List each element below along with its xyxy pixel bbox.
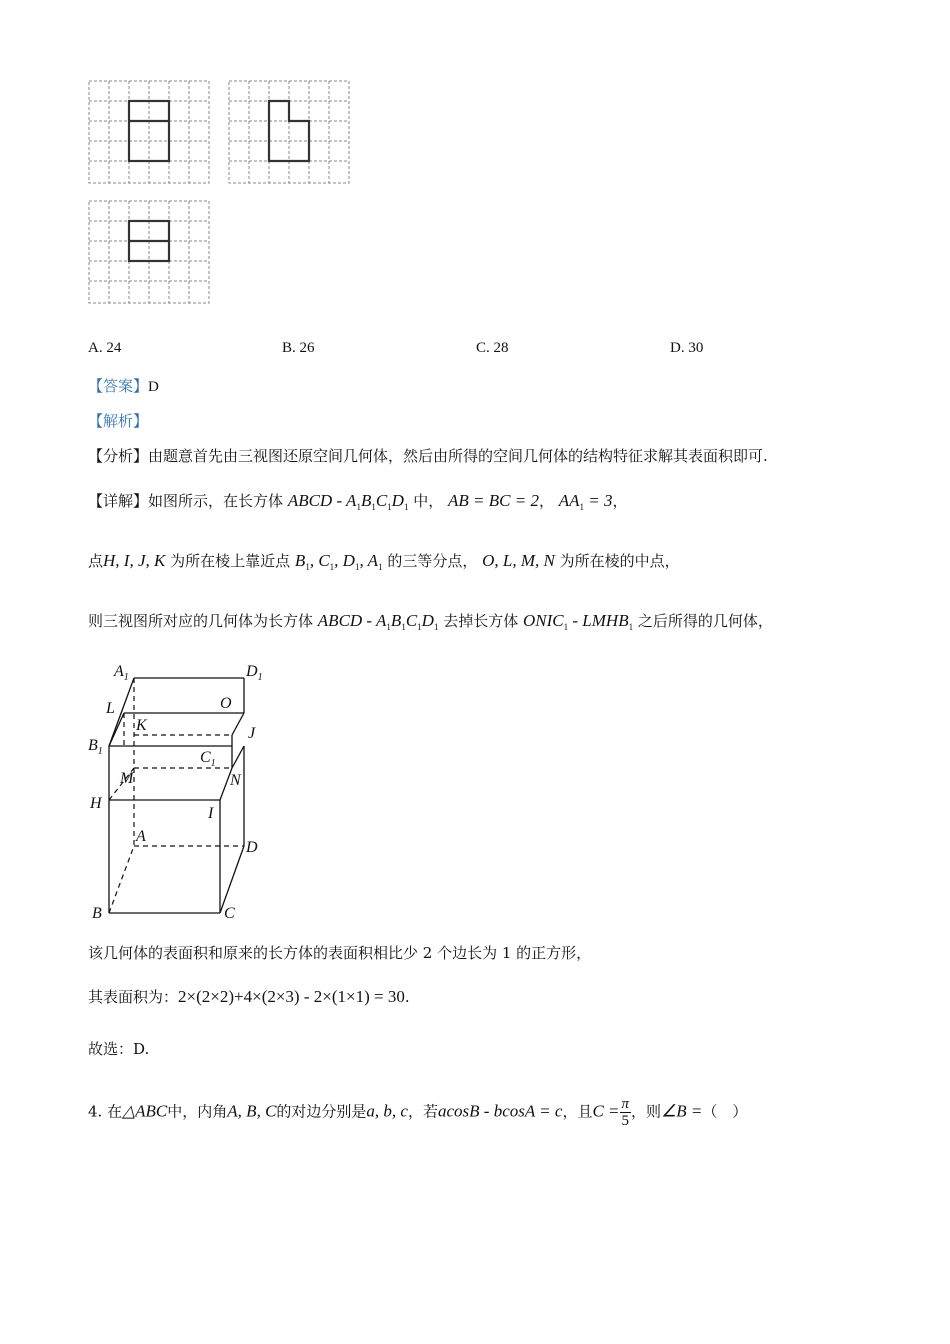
q4-text-3: ，若 xyxy=(407,1102,438,1121)
box2-prefix: ABCD - A xyxy=(317,611,387,630)
box2-d1: D xyxy=(421,611,434,630)
analysis-tag: 【解析】 xyxy=(88,412,149,430)
q4-text-1: 中，内角 xyxy=(167,1102,228,1121)
box-name xyxy=(288,491,409,510)
ab-bc-equation: AB = BC = 2 xyxy=(448,491,539,510)
aa1-label: AA xyxy=(558,491,580,510)
option-b[interactable]: B. 26 xyxy=(282,340,315,356)
cuboid-figure xyxy=(84,658,284,932)
top-view-grid xyxy=(88,200,210,304)
label-d: D xyxy=(246,839,258,856)
option-a[interactable]: A. 24 xyxy=(88,340,122,356)
option-d[interactable]: D. 30 xyxy=(670,340,704,356)
front-view-grid xyxy=(88,80,210,184)
fenxi-tag: 【分析】 xyxy=(88,447,149,465)
line2-text-c: 的三等分点， xyxy=(387,552,478,570)
detail-line-1: 【详解】如图所示，在长方体 ABCD - $A_1B_1C_1D_1$ 中， AB = BC = 2， $AA_1 = 3$， xyxy=(88,491,628,512)
box2-sub-1: 1 xyxy=(386,622,391,632)
pt-a1: A xyxy=(367,551,379,570)
lmhb-sub: 1 xyxy=(628,622,634,632)
detail-text-1: 如图所示，在长方体 xyxy=(148,492,284,510)
line2-text-b: 为所在棱上靠近点 xyxy=(170,552,291,570)
side-view-grid xyxy=(228,80,350,184)
line3-text-c: 之后所得的几何体， xyxy=(637,612,773,630)
q4-c-equals: C = xyxy=(592,1101,620,1121)
pt-c1: C xyxy=(318,551,330,570)
q4-pi: π xyxy=(621,1096,630,1112)
surface-diff-text: 该几何体的表面积和原来的长方体的表面积相比少 2 个边长为 1 的正方形， xyxy=(88,944,592,962)
box2-sub-2: 1 xyxy=(401,622,406,632)
box-onic xyxy=(523,611,633,630)
final-choice: 故选：D. xyxy=(88,1040,150,1058)
label-c: C xyxy=(224,905,235,922)
q4-angles: A, B, C xyxy=(227,1101,277,1121)
points-hijk: H, I, J, K xyxy=(103,551,166,570)
surface-area-label: 其表面积为： xyxy=(88,988,179,1006)
label-n: N xyxy=(230,772,241,789)
detail-line-2 xyxy=(88,550,680,572)
label-b1: $B_1$ xyxy=(88,737,103,757)
label-b: B xyxy=(92,905,102,922)
pt-c1-sub: 1 xyxy=(329,562,335,572)
label-h: H xyxy=(90,795,102,812)
box-sub-1: 1 xyxy=(356,502,361,512)
box-c1: C xyxy=(375,491,388,510)
label-j: J xyxy=(248,725,256,742)
label-m: M xyxy=(120,770,134,787)
q4-fraction xyxy=(620,1096,632,1129)
aa1-value: = 3 xyxy=(588,491,613,510)
box-b1: B xyxy=(360,491,372,510)
q4-paren: （ ） xyxy=(702,1102,748,1121)
box-d1: D xyxy=(391,491,404,510)
box2-sub-4: 1 xyxy=(433,622,439,632)
aa1-sub: 1 xyxy=(579,502,585,512)
q4-text-2: 的对边分别是 xyxy=(276,1102,367,1121)
pt-b1-sub: 1 xyxy=(305,562,310,572)
surface-area-line: 其表面积为：2×(2×2)+4×(2×3) - 2×(1×1) = 30. xyxy=(88,987,410,1006)
onic-prefix: ONIC xyxy=(523,611,564,630)
lmhb-label: - LMHB xyxy=(572,611,629,630)
answer-value: D xyxy=(148,379,159,395)
box2-b1: B xyxy=(390,611,402,630)
line3-text-b: 去掉长方体 xyxy=(443,612,519,630)
onic-sub: 1 xyxy=(563,622,569,632)
line2-text-d: 为所在棱的中点， xyxy=(559,552,680,570)
answer-tag: 【答案】 xyxy=(88,377,149,395)
q4-number: 4. 在 xyxy=(88,1102,123,1121)
q4-five: 5 xyxy=(621,1113,630,1129)
box-name-2 xyxy=(318,611,439,630)
pt-a1-sub: 1 xyxy=(378,562,383,572)
fenxi-text: 由题意首先由三视图还原空间几何体，然后由所得的空间几何体的结构特征求解其表面积即可. xyxy=(148,447,768,465)
points-olmn: O, L, M, N xyxy=(482,551,555,570)
line3-text-a: 则三视图所对应的几何体为长方体 xyxy=(88,612,314,630)
label-d1: $D_1$ xyxy=(246,663,263,683)
q4-condition: acosB - bcosA = c xyxy=(437,1101,563,1121)
q4-text-5: ，则 xyxy=(631,1102,662,1121)
box-sub-4: 1 xyxy=(403,502,409,512)
box2-sub-3: 1 xyxy=(417,622,422,632)
option-c[interactable]: C. 28 xyxy=(476,340,509,356)
label-l: L xyxy=(106,700,115,717)
surface-area-formula: 2×(2×2)+4×(2×3) - 2×(1×1) = 30 xyxy=(178,987,405,1006)
box-prefix: ABCD - A xyxy=(287,491,357,510)
question-4 xyxy=(88,1096,747,1129)
line2-text-a: 点 xyxy=(88,552,104,570)
pt-d1: D xyxy=(342,551,355,570)
answer-line xyxy=(88,375,159,396)
box-sub-2: 1 xyxy=(371,502,376,512)
q4-triangle: △ABC xyxy=(122,1101,168,1121)
points-b1c1d1a1: $B_1$, $C_1$, $D_1$, $A_1$ xyxy=(294,551,383,572)
aa1-equation xyxy=(559,491,613,510)
label-a1: $A_1$ xyxy=(114,663,129,683)
label-k: K xyxy=(136,717,147,734)
box2-c1: C xyxy=(405,611,418,630)
box-sub-3: 1 xyxy=(387,502,392,512)
q4-angle-b: ∠B = xyxy=(661,1101,703,1121)
q4-text-4: ，且 xyxy=(562,1102,593,1121)
detail-line-3 xyxy=(88,610,773,632)
detail-text-2: 中， xyxy=(413,492,444,510)
label-i: I xyxy=(208,805,214,822)
label-c1: $C_1$ xyxy=(200,749,216,769)
label-a: A xyxy=(136,828,146,845)
q4-sides: a, b, c xyxy=(366,1101,408,1121)
detail-tag: 【详解】 xyxy=(88,492,149,510)
fenxi-line xyxy=(88,445,768,466)
pt-b1: B xyxy=(294,551,306,570)
pt-d1-sub: 1 xyxy=(354,562,360,572)
label-o: O xyxy=(220,695,232,712)
